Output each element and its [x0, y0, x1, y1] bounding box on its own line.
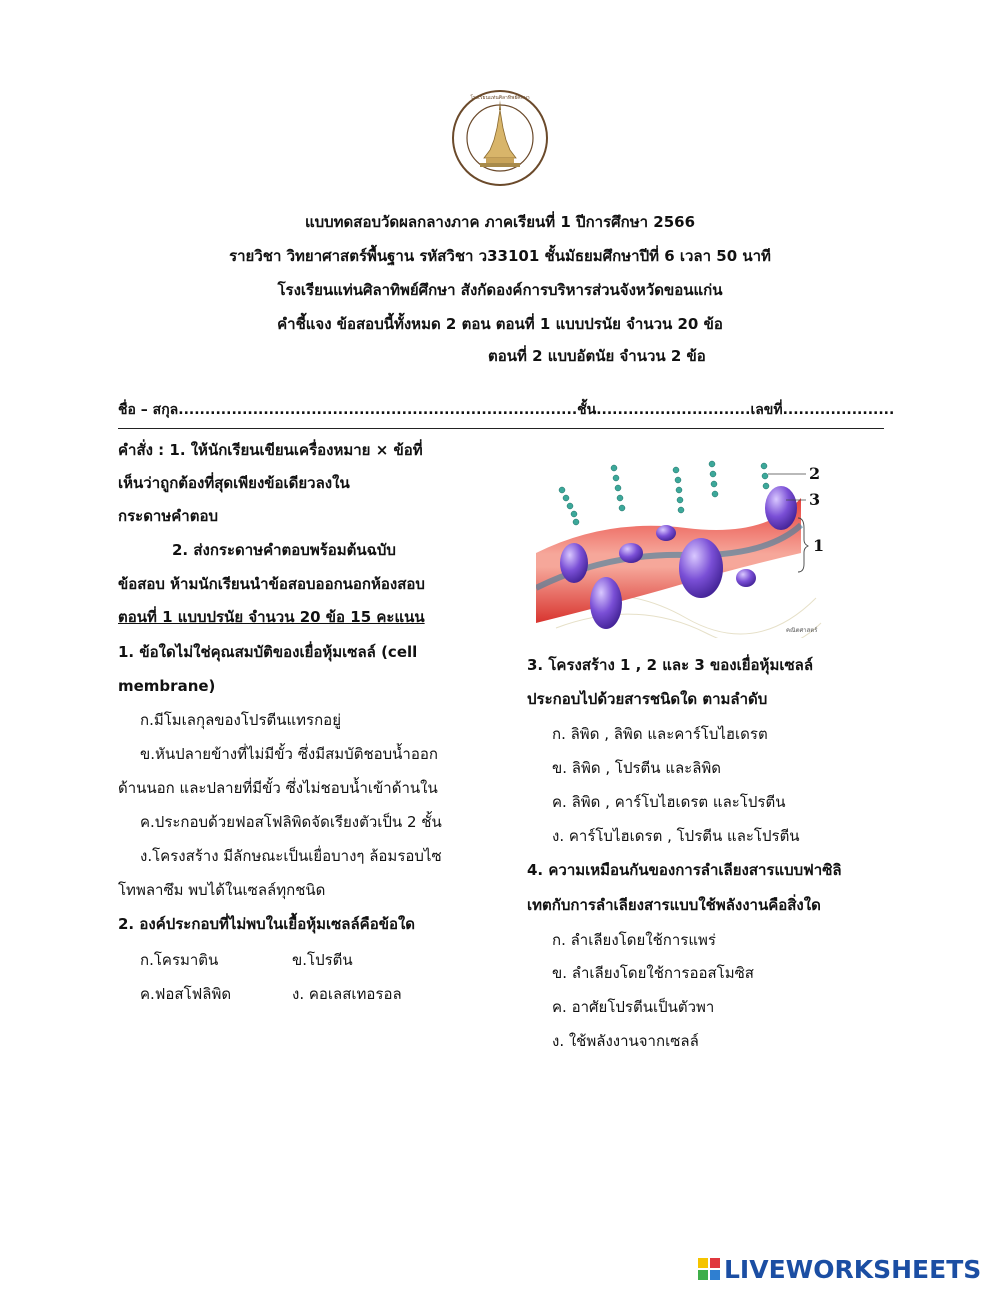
instruction-1-cont: เห็นว่าถูกต้องที่สุดเพียงข้อเดียวลงใน [118, 474, 350, 492]
brand-block-1 [698, 1258, 708, 1268]
q3-option-b[interactable]: ข. ลิพิด , โปรตีน และลิพิด [552, 759, 722, 777]
q1-option-b-cont: ด้านนอก และปลายที่มีขั้ว ซึ่งไม่ชอบน้ำเข้าด้านใน [118, 779, 438, 797]
subject-line: รายวิชา วิทยาศาสตร์พื้นฐาน รหัสวิชา ว33101 ชั้นมัธยมศึกษาปีที่ 6 เวลา 50 นาที [229, 247, 771, 265]
diagram-label-2: 2 [809, 464, 821, 483]
q2-option-d[interactable]: ง. คอเลสเทอรอล [292, 985, 402, 1003]
brand-blocks-icon [698, 1258, 720, 1280]
q1-option-b[interactable]: ข.หันปลายข้างที่ไม่มีขั้ว ซึ่งมีสมบัติชอบน้ำออก [140, 745, 438, 763]
instruction-1-cont2: กระดาษคำตอบ [118, 507, 218, 525]
brand-block-2 [710, 1258, 720, 1268]
q4-option-d[interactable]: ง. ใช้พลังงานจากเซลล์ [552, 1032, 699, 1050]
brand-block-4 [710, 1270, 720, 1280]
school-line: โรงเรียนแท่นศิลาทิพย์ศึกษา สังกัดองค์การบริหารส่วนจังหวัดขอนแก่น [277, 281, 723, 299]
question-4: 4. ความเหมือนกันของการลำเลียงสารแบบฟาซิลิ [527, 861, 842, 879]
instruction-2-cont: ข้อสอบ ห้ามนักเรียนนำข้อสอบออกนอกห้องสอบ [118, 575, 425, 593]
question-3: 3. โครงสร้าง 1 , 2 และ 3 ของเยื่อหุ้มเซลล์ [527, 656, 814, 674]
q1-option-a[interactable]: ก.มีโมเลกุลของโปรตีนแทรกอยู่ [140, 711, 341, 729]
q2-option-a[interactable]: ก.โครมาติน [140, 951, 219, 969]
q4-option-c[interactable]: ค. อาศัยโปรตีนเป็นตัวพา [552, 998, 715, 1016]
question-4-cont: เทตกับการลำเลียงสารแบบใช้พลังงานคือสิ่งใด [527, 896, 821, 914]
diagram-label-3: 3 [809, 490, 821, 509]
question-1: 1. ข้อใดไม่ใช่คุณสมบัติของเยื่อหุ้มเซลล์ (cell [118, 643, 418, 661]
q3-option-c[interactable]: ค. ลิพิด , คาร์โบไฮเดรต และโปรตีน [552, 793, 786, 811]
divider [118, 428, 884, 429]
liveworksheets-logo [698, 1255, 981, 1283]
q1-option-d[interactable]: ง.โครงสร้าง มีลักษณะเป็นเยื่อบางๆ ล้อมรอบไซ [140, 847, 442, 865]
q3-option-a[interactable]: ก. ลิพิด , ลิพิด และคาร์โบไฮเดรต [552, 725, 768, 743]
q1-option-c[interactable]: ค.ประกอบด้วยฟอสโฟลิพิดจัดเรียงตัวเป็น 2 ชั้น [140, 813, 442, 831]
question-2: 2. องค์ประกอบที่ไม่พบในเยื้อหุ้มเซลล์คือข้อใด [118, 915, 416, 933]
explain-line-1: คำชี้แจง ข้อสอบนี้ทั้งหมด 2 ตอน ตอนที่ 1 แบบปรนัย จำนวน 20 ข้อ [277, 315, 723, 333]
q3-option-d[interactable]: ง. คาร์โบไฮเดรต , โปรตีน และโปรตีน [552, 827, 800, 845]
exam-title: แบบทดสอบวัดผลกลางภาค ภาคเรียนที่ 1 ปีการศึกษา 2566 [304, 213, 696, 231]
q2-option-c[interactable]: ค.ฟอสโฟลิพิด [140, 985, 232, 1003]
school-logo [450, 88, 550, 188]
q4-option-b[interactable]: ข. ลำเลียงโดยใช้การออสโมซิส [552, 964, 754, 982]
instruction-1: คำสั่ง : 1. ให้นักเรียนเขียนเครื่องหมาย × ข้อที่ [118, 441, 423, 459]
name-field[interactable]: ชื่อ – สกุล...........................................................................ชั้น.............................เลขที่..................... [118, 402, 895, 418]
q4-option-a[interactable]: ก. ลำเลียงโดยใช้การแพร่ [552, 931, 716, 949]
question-1-cont: membrane) [118, 677, 216, 695]
instruction-2: 2. ส่งกระดาษคำตอบพร้อมต้นฉบับ [172, 541, 396, 559]
cell-membrane-diagram [536, 458, 826, 638]
brand-block-3 [698, 1270, 708, 1280]
section-heading: ตอนที่ 1 แบบปรนัย จำนวน 20 ข้อ 15 คะแนน [118, 608, 425, 626]
logo-text: โรงเรียนแท่นศิลาทิพย์ศึกษา [470, 95, 530, 101]
explain-line-2: ตอนที่ 2 แบบอัตนัย จำนวน 2 ข้อ [488, 347, 706, 365]
q2-option-b[interactable]: ข.โปรตีน [292, 951, 353, 969]
q1-option-d-cont: โทพลาซึม พบได้ในเซลล์ทุกชนิด [118, 881, 326, 899]
diagram-credit: คณิตศาสตร์ [786, 627, 818, 634]
diagram-label-1: 1 [813, 536, 825, 555]
question-3-cont: ประกอบไปด้วยสารชนิดใด ตามลำดับ [527, 690, 768, 708]
brand-name: LIVEWORKSHEETS [724, 1254, 982, 1284]
